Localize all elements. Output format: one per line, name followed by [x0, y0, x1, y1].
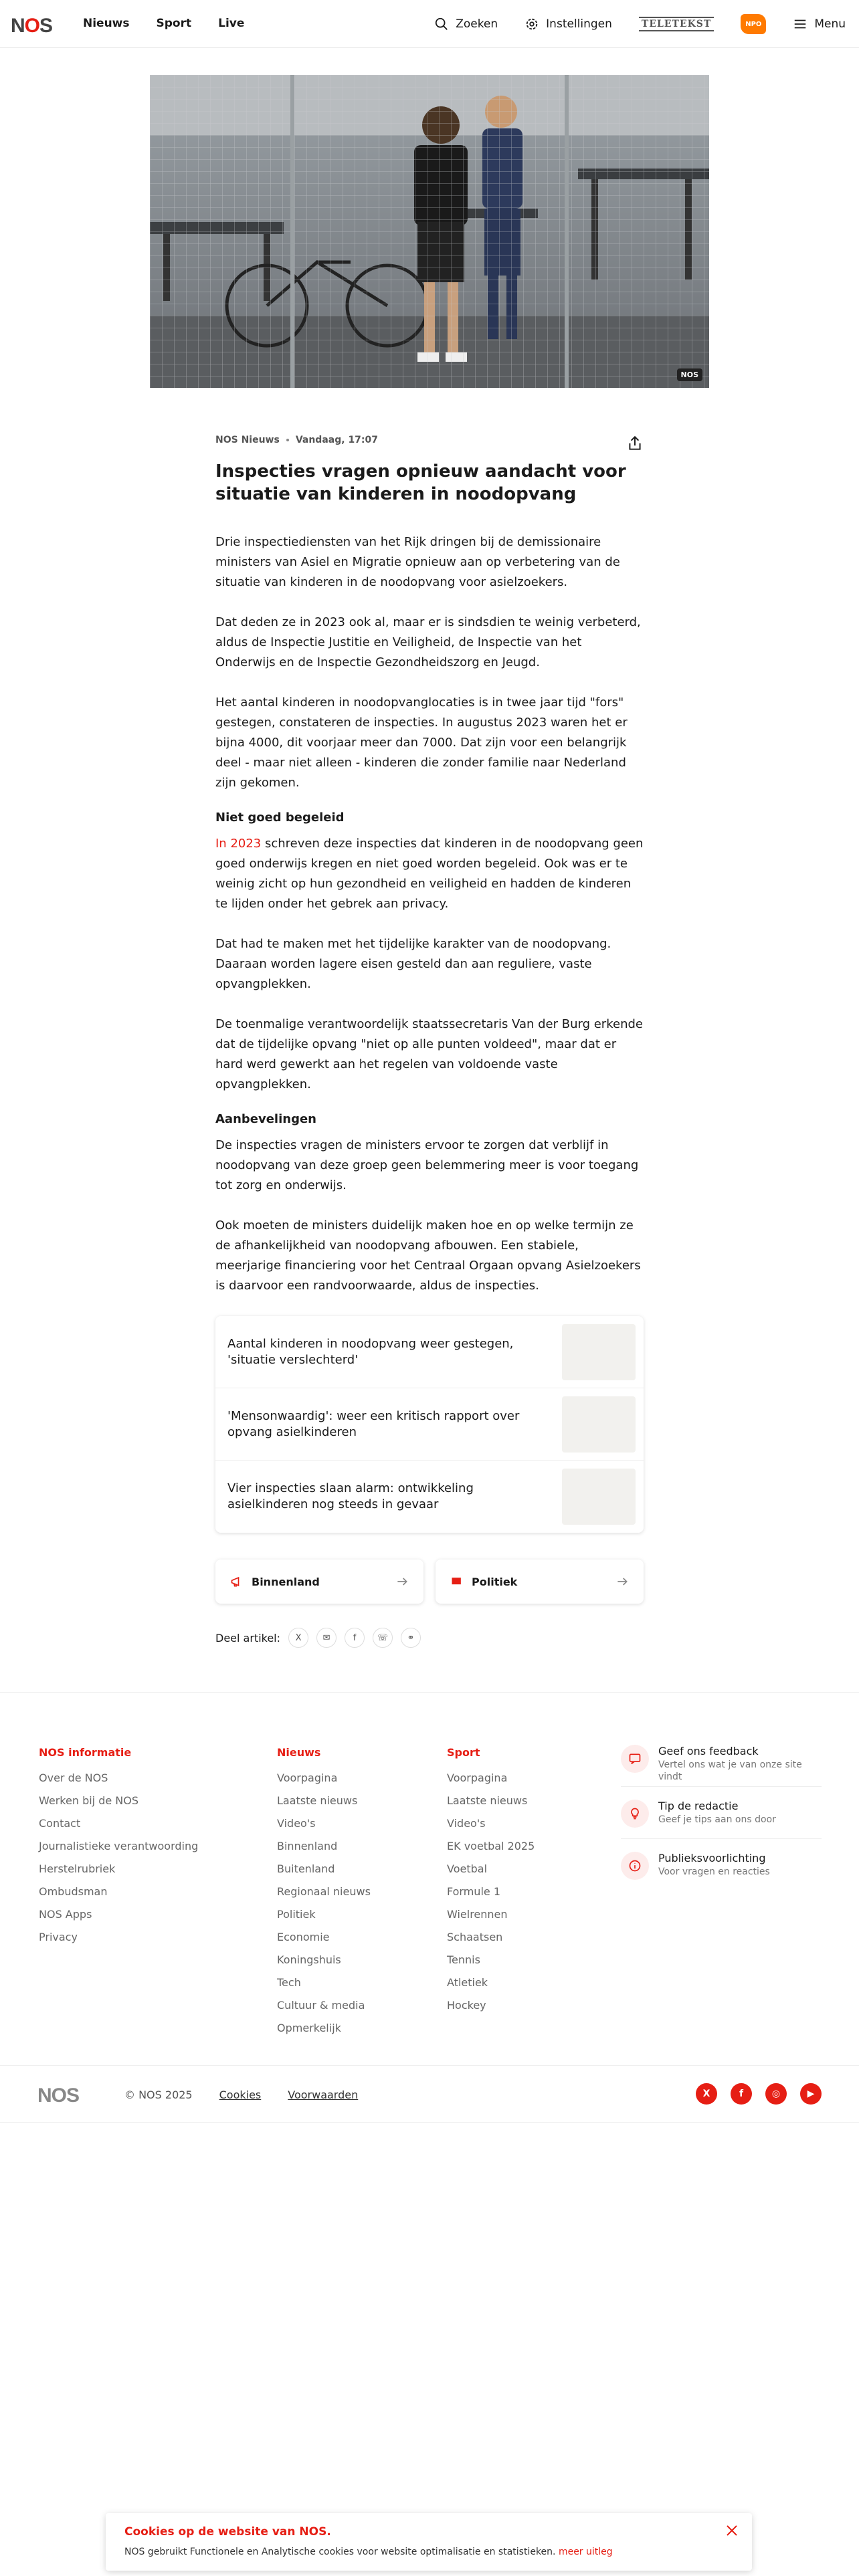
voorwaarden-link[interactable]: Voorwaarden [288, 2088, 359, 2101]
footer-link[interactable]: Koningshuis [277, 1953, 341, 1966]
share-whatsapp-icon[interactable]: ☏ [373, 1628, 393, 1648]
card-title: Geef ons feedback [658, 1745, 759, 1757]
feedback-icon-wrap [621, 1745, 649, 1773]
paragraph: Dat deden ze in 2023 ook al, maar er is sindsdien te weinig verbeterd, aldus de Inspectie Justitie en Veiligheid, de Inspectie van het Onderwijs en de Inspectie Gezondheidszorg en Jeugd. [215, 615, 641, 669]
hero-photo [150, 75, 709, 388]
nav-nieuws[interactable]: Nieuws [83, 17, 130, 30]
meta-separator [286, 439, 289, 441]
share-mail-icon[interactable]: ✉ [316, 1628, 337, 1648]
share-icon[interactable] [626, 435, 644, 452]
card-subtitle: Vertel ons wat je van onze site vindt [658, 1759, 802, 1782]
footer-link[interactable]: Journalistieke verantwoording [39, 1840, 199, 1852]
related-title: Vier inspecties slaan alarm: ontwikkeling asielkinderen nog steeds in gevaar [227, 1481, 474, 1511]
footer-link[interactable]: Tech [277, 1976, 301, 1989]
footer-link[interactable]: Hockey [447, 1999, 486, 2012]
article-title: Inspecties vragen opnieuw aandacht voor situatie van kinderen in noodopvang [215, 461, 626, 504]
related-title: 'Mensonwaardig': weer een kritisch rapport over opvang asielkinderen [227, 1408, 520, 1439]
footer-link[interactable]: Economie [277, 1931, 330, 1943]
chat-icon [628, 1752, 642, 1765]
card-subtitle: Voor vragen en reacties [658, 1866, 770, 1877]
category-binnenland[interactable] [215, 1560, 423, 1604]
settings-label: Instellingen [546, 17, 612, 31]
in-2023-link[interactable]: In 2023 [215, 837, 262, 851]
paragraph: Het aantal kinderen in noodopvanglocaties is in twee jaar tijd "fors" gestegen, constateren de inspecties. In augustus 2023 waren het er bijna 4000, dit voorjaar meer dan 7000. Dat zijn voor een belangrijk deel - maar niet alleen - kinderen die zonder familie naar Nederland zijn gekomen. [215, 695, 628, 790]
footer-link[interactable]: Voorpagina [277, 1772, 338, 1784]
x-social-icon[interactable]: X [696, 2083, 717, 2105]
cookie-banner [106, 2513, 752, 2571]
youtube-social-icon[interactable]: ▶ [800, 2083, 822, 2105]
arrow-right-icon [615, 1575, 629, 1588]
footer-link[interactable]: Voorpagina [447, 1772, 508, 1784]
related-thumbnail [562, 1469, 636, 1525]
instagram-social-icon[interactable]: ◎ [765, 2083, 787, 2105]
article-timestamp: Vandaag, 17:07 [295, 435, 379, 445]
footer-link[interactable]: Video's [447, 1817, 486, 1830]
related-thumbnail [562, 1396, 636, 1453]
feedback-card[interactable] [621, 1745, 822, 1783]
nos-logo[interactable]: NOS [11, 15, 53, 37]
card-title: Tip de redactie [658, 1800, 739, 1812]
footer-col-title: Nieuws [277, 1746, 321, 1759]
settings-button[interactable] [524, 17, 612, 31]
facebook-social-icon[interactable]: f [731, 2083, 752, 2105]
article-meta [215, 435, 644, 445]
share-facebook-icon[interactable]: f [345, 1628, 365, 1648]
header-actions [434, 13, 846, 35]
category-politiek[interactable] [436, 1560, 644, 1604]
search-label: Zoeken [456, 17, 498, 31]
footer-nos-logo[interactable]: NOS [37, 2084, 80, 2107]
npo-logo[interactable]: NPO [741, 14, 766, 34]
copyright: © NOS 2025 [124, 2088, 193, 2101]
hero-image [150, 75, 709, 388]
cookie-more-link[interactable]: meer uitleg [558, 2547, 613, 2557]
footer-link[interactable]: Opmerkelijk [277, 2022, 341, 2034]
footer-col-info [39, 1746, 198, 1949]
cookie-title: Cookies op de website van NOS. [124, 2525, 331, 2539]
footer-link[interactable]: Contact [39, 1817, 81, 1830]
tip-icon-wrap [621, 1800, 649, 1828]
lightbulb-icon [628, 1807, 642, 1820]
paragraph: Ook moeten de ministers duidelijk maken hoe en op welke termijn ze de afhankelijkheid van noodopvang afbouwen. Een stabiele, meerjarige financiering voor het Centraal Orgaan opvang Asielzoekers is daarvoor een randvoorwaarde, aldus de inspecties. [215, 1218, 641, 1293]
footer-col-title: NOS informatie [39, 1746, 132, 1759]
category-label: Politiek [472, 1575, 518, 1588]
related-article[interactable] [215, 1316, 644, 1388]
related-articles [215, 1316, 644, 1533]
footer-link[interactable]: Privacy [39, 1931, 78, 1943]
article [215, 435, 644, 1648]
related-title: Aantal kinderen in noodopvang weer gestegen, 'situatie verslechterd' [227, 1336, 514, 1367]
menu-button[interactable] [793, 17, 846, 31]
footer-link[interactable]: Video's [277, 1817, 316, 1830]
share-bar [215, 1628, 644, 1648]
tip-card[interactable] [621, 1800, 822, 1828]
main-nav [83, 17, 244, 30]
footer-link[interactable]: Voetbal [447, 1862, 488, 1875]
hamburger-icon [793, 17, 807, 31]
menu-label: Menu [814, 17, 846, 31]
paragraph-text: schreven deze inspecties dat kinderen in de noodopvang geen goed onderwijs kregen en niet goed worden begeleid. Ook was er te weinig zicht op hun gezondheid en veiligheid en hadden de kinderen te lijden onder het gebrek aan privacy. [215, 837, 644, 911]
footer-link[interactable]: Binnenland [277, 1840, 338, 1852]
footer-link[interactable]: Over de NOS [39, 1772, 108, 1784]
footer-link[interactable]: Schaatsen [447, 1931, 503, 1943]
subheading: Aanbevelingen [215, 1112, 316, 1126]
article-body [215, 532, 644, 1296]
article-source: NOS Nieuws [215, 435, 280, 445]
site-header [0, 0, 859, 48]
category-links [215, 1560, 644, 1604]
divider [621, 1786, 822, 1787]
social-links [696, 2083, 822, 2105]
close-icon[interactable] [724, 2523, 740, 2539]
footer-link[interactable]: Formule 1 [447, 1885, 500, 1898]
footer-link[interactable]: NOS Apps [39, 1908, 92, 1921]
paragraph: De toenmalige verantwoordelijk staatssecretaris Van der Burg erkende dat de tijdelijke opvang "niet op alle punten voldeed", maar dat er hard werd gewerkt aan het regelen van voldoende vaste opvangplekken. [215, 1017, 643, 1091]
nos-image-badge: NOS [677, 368, 702, 381]
legal-links [124, 2088, 358, 2101]
divider [621, 1838, 822, 1839]
footer-col-title: Sport [447, 1746, 480, 1759]
nav-sport[interactable]: Sport [156, 17, 192, 30]
card-title: Publieksvoorlichting [658, 1852, 766, 1864]
footer-link[interactable]: Herstelrubriek [39, 1862, 116, 1875]
search-button[interactable] [434, 17, 498, 31]
footer-link[interactable]: Laatste nieuws [447, 1794, 528, 1807]
share-link-icon[interactable]: ⚭ [401, 1628, 421, 1648]
footer-link[interactable]: Politiek [277, 1908, 316, 1921]
paragraph: De inspecties vragen de ministers ervoor te zorgen dat verblijf in noodopvang van deze groep geen belemmering meer is voor toegang tot zorg en onderwijs. [215, 1138, 639, 1192]
paragraph: Drie inspectiediensten van het Rijk dringen bij de demissionaire ministers van Asiel en Migratie opnieuw aan op verbetering van de situatie van kinderen in de noodopvang voor asielzoekers. [215, 535, 620, 589]
footer-col-nieuws [277, 1746, 371, 2040]
paragraph: Dat had te maken met het tijdelijke karakter van de noodopvang. Daaraan worden lagere eisen gesteld dan aan reguliere, vaste opvangplekken. [215, 937, 611, 991]
search-icon [434, 17, 449, 31]
related-article[interactable] [215, 1461, 644, 1533]
cookie-text: NOS gebruikt Functionele en Analytische cookies voor website optimalisatie en statistieken. [124, 2547, 559, 2557]
footer-link[interactable]: Buitenland [277, 1862, 335, 1875]
gear-icon [524, 17, 539, 31]
footer-link[interactable]: Ombudsman [39, 1885, 108, 1898]
megaphone-icon [230, 1575, 244, 1588]
footer-link[interactable]: Regionaal nieuws [277, 1885, 371, 1898]
footer-link[interactable]: EK voetbal 2025 [447, 1840, 535, 1852]
info-icon [628, 1859, 642, 1872]
nav-live[interactable]: Live [218, 17, 245, 30]
flag-icon [450, 1575, 464, 1588]
footer-link[interactable]: Cultuur & media [277, 1999, 365, 2012]
arrow-right-icon [395, 1575, 409, 1588]
info-icon-wrap [621, 1852, 649, 1880]
related-article[interactable] [215, 1388, 644, 1461]
category-label: Binnenland [252, 1575, 320, 1588]
subheading: Niet goed begeleid [215, 811, 345, 825]
related-thumbnail [562, 1324, 636, 1380]
teletekst-link[interactable]: TELETEKST [639, 17, 714, 31]
footer-link[interactable]: Werken bij de NOS [39, 1794, 139, 1807]
footer-link[interactable]: Atletiek [447, 1976, 488, 1989]
bottom-bar [0, 2065, 859, 2123]
footer-link[interactable]: Laatste nieuws [277, 1794, 358, 1807]
site-footer [0, 1692, 859, 2120]
card-subtitle: Geef je tips aan ons door [658, 1814, 776, 1825]
cookies-link[interactable]: Cookies [219, 2088, 262, 2101]
share-label: Deel artikel: [215, 1631, 281, 1644]
paragraph [215, 834, 644, 914]
publieksvoorlichting-card[interactable] [621, 1852, 822, 1880]
footer-link[interactable]: Wielrennen [447, 1908, 508, 1921]
footer-link[interactable]: Tennis [447, 1953, 480, 1966]
share-x-icon[interactable]: X [288, 1628, 308, 1648]
footer-col-sport [447, 1746, 535, 2017]
cookie-body [124, 2547, 613, 2557]
